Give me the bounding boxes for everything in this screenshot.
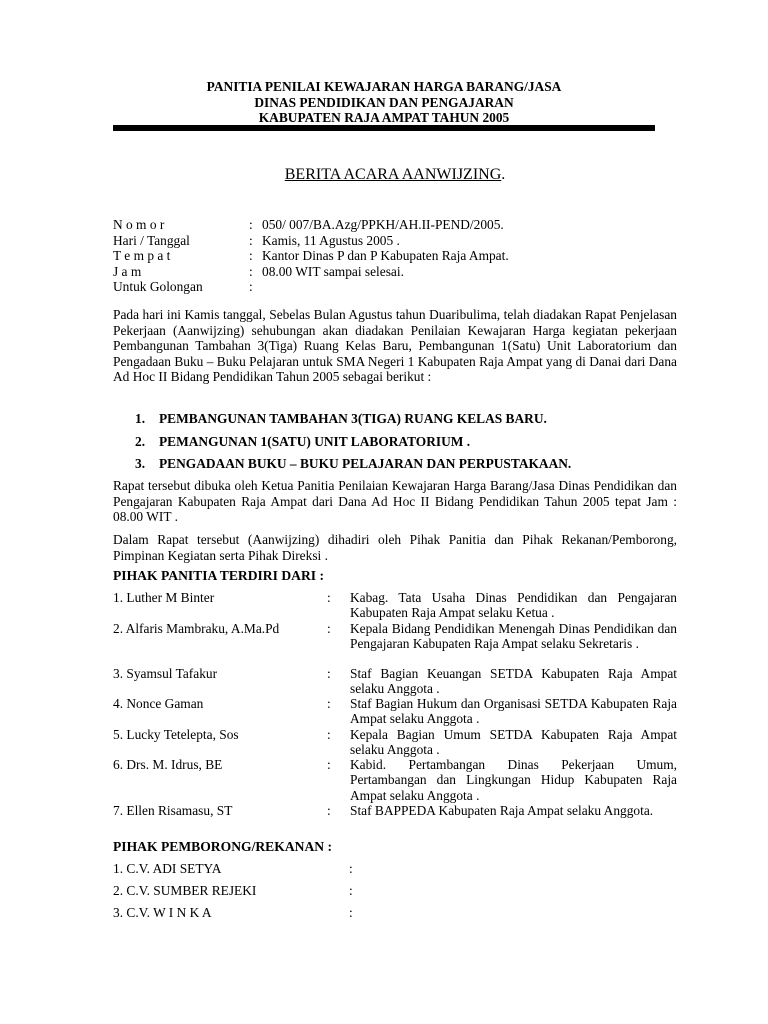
- contractor-colon: :: [349, 861, 353, 876]
- meta-label: Untuk Golongan: [113, 279, 203, 294]
- header-regency: KABUPATEN RAJA AMPAT TAHUN 2005: [258, 110, 510, 125]
- member-colon: :: [327, 803, 331, 818]
- meta-value: Kamis, 11 Agustus 2005 .: [262, 232, 400, 248]
- member-colon: :: [327, 757, 331, 772]
- meta-value: Kantor Dinas P dan P Kabupaten Raja Ampat.: [262, 248, 509, 263]
- member-role: Kabag. Tata Usaha Dinas Pendidikan dan Pengajaran Kabupaten Raja Ampat selaku Ketua .: [350, 590, 677, 621]
- work-item-number: 2.: [135, 433, 146, 449]
- contractor-name: 1. C.V. ADI SETYA: [113, 861, 222, 876]
- member-colon: :: [327, 666, 331, 681]
- meta-label: N o m o r: [113, 217, 165, 232]
- member-role: Kepala Bagian Umum SETDA Kabupaten Raja Ampat selaku Anggota .: [350, 727, 677, 758]
- member-role: Staf BAPPEDA Kabupaten Raja Ampat selaku Anggota.: [350, 803, 654, 818]
- member-name: 5. Lucky Tetelepta, Sos: [113, 727, 239, 742]
- meta-label: J a m: [113, 263, 142, 279]
- member-name: 6. Drs. M. Idrus, BE: [113, 757, 223, 772]
- meta-colon: :: [249, 263, 253, 279]
- work-item-text: PEMBANGUNAN TAMBAHAN 3(TIGA) RUANG KELAS BARU.: [159, 411, 547, 426]
- document-title-suffix: .: [501, 166, 506, 183]
- meta-value: 050/ 007/BA.Azg/PPKH/AH.II-PEND/2005.: [262, 217, 504, 232]
- contractor-colon: :: [349, 905, 353, 920]
- member-role: Kepala Bidang Pendidikan Menengah Dinas Pendidikan dan Pengajaran Kabupaten Raja Ampat selaku Sekretaris .: [350, 621, 677, 652]
- meta-colon: :: [249, 232, 253, 248]
- attendance-paragraph: Dalam Rapat tersebut (Aanwijzing) dihadiri oleh Pihak Panitia dan Pihak Rekanan/Pemborong, Pimpinan Kegiatan serta Pihak Direksi .: [113, 532, 677, 563]
- contractor-heading: PIHAK PEMBORONG/REKANAN :: [113, 839, 333, 854]
- member-name: 7. Ellen Risamasu, ST: [113, 803, 233, 818]
- meta-colon: :: [249, 248, 253, 263]
- member-colon: :: [327, 696, 331, 711]
- intro-paragraph: Pada hari ini Kamis tanggal, Sebelas Bulan Agustus tahun Duaribulima, telah diadakan Rapat Penjelasan Pekerjaan (Aanwijzing) sehubungan akan diadakan Penilaian Kewajaran Harga kegiatan pekerjaan Pembangunan Tambahan 3(Tiga) Ruang Kelas Baru, Pembangunan 1(Satu) Unit Laboratorium dan Pengadaan Buku – Buku Pelajaran untuk SMA Negeri 1 Kabupaten Raja Ampat yang di Danai dari Dana Ad Hoc II Bidang Pendidikan Tahun 2005 sebagai berikut :: [113, 307, 677, 385]
- document-title: [0, 166, 768, 184]
- work-item-number: 1.: [135, 411, 146, 426]
- contractor-colon: :: [349, 883, 353, 898]
- meta-colon: :: [249, 279, 253, 294]
- member-name: 3. Syamsul Tafakur: [113, 666, 218, 681]
- member-role: Staf Bagian Hukum dan Organisasi SETDA Kabupaten Raja Ampat selaku Anggota .: [350, 696, 677, 727]
- member-colon: :: [327, 590, 331, 605]
- contractor-name: 3. C.V. W I N K A: [113, 905, 212, 920]
- document-title-text: BERITA ACARA AANWIJZING: [284, 166, 502, 183]
- work-item-text: PEMANGUNAN 1(SATU) UNIT LABORATORIUM .: [159, 433, 471, 449]
- member-name: 2. Alfaris Mambraku, A.Ma.Pd: [113, 621, 280, 636]
- member-role: Staf Bagian Keuangan SETDA Kabupaten Raja Ampat selaku Anggota .: [350, 666, 677, 697]
- meta-value: 08.00 WIT sampai selesai.: [262, 263, 404, 279]
- member-role: Kabid. Pertambangan Dinas Pekerjaan Umum, Pertambangan dan Lingkungan Hidup Kabupaten Raja Ampat selaku Anggota .: [350, 757, 677, 803]
- meta-label: T e m p a t: [113, 248, 171, 263]
- header-department: DINAS PENDIDIKAN DAN PENGAJARAN: [254, 95, 514, 110]
- opening-paragraph: Rapat tersebut dibuka oleh Ketua Panitia Penilaian Kewajaran Harga Barang/Jasa Dinas Pendidikan dan Pengajaran Kabupaten Raja Ampat dari Dana Ad Hoc II Bidang Pendidikan Tahun 2005 tepat Jam : 08.00 WIT .: [113, 478, 677, 525]
- contractor-name: 2. C.V. SUMBER REJEKI: [113, 883, 257, 898]
- meta-label: Hari / Tanggal: [113, 232, 190, 248]
- work-item-number: 3.: [135, 456, 146, 471]
- work-item-text: PENGADAAN BUKU – BUKU PELAJARAN DAN PERPUSTAKAAN.: [159, 456, 572, 471]
- member-colon: :: [327, 727, 331, 742]
- member-name: 4. Nonce Gaman: [113, 696, 204, 711]
- member-colon: :: [327, 621, 331, 636]
- committee-heading: PIHAK PANITIA TERDIRI DARI :: [113, 568, 324, 583]
- member-name: 1. Luther M Binter: [113, 590, 215, 605]
- header-rule: [113, 125, 655, 131]
- meta-colon: :: [249, 217, 253, 232]
- header-committee: PANITIA PENILAI KEWAJARAN HARGA BARANG/JASA: [206, 79, 562, 94]
